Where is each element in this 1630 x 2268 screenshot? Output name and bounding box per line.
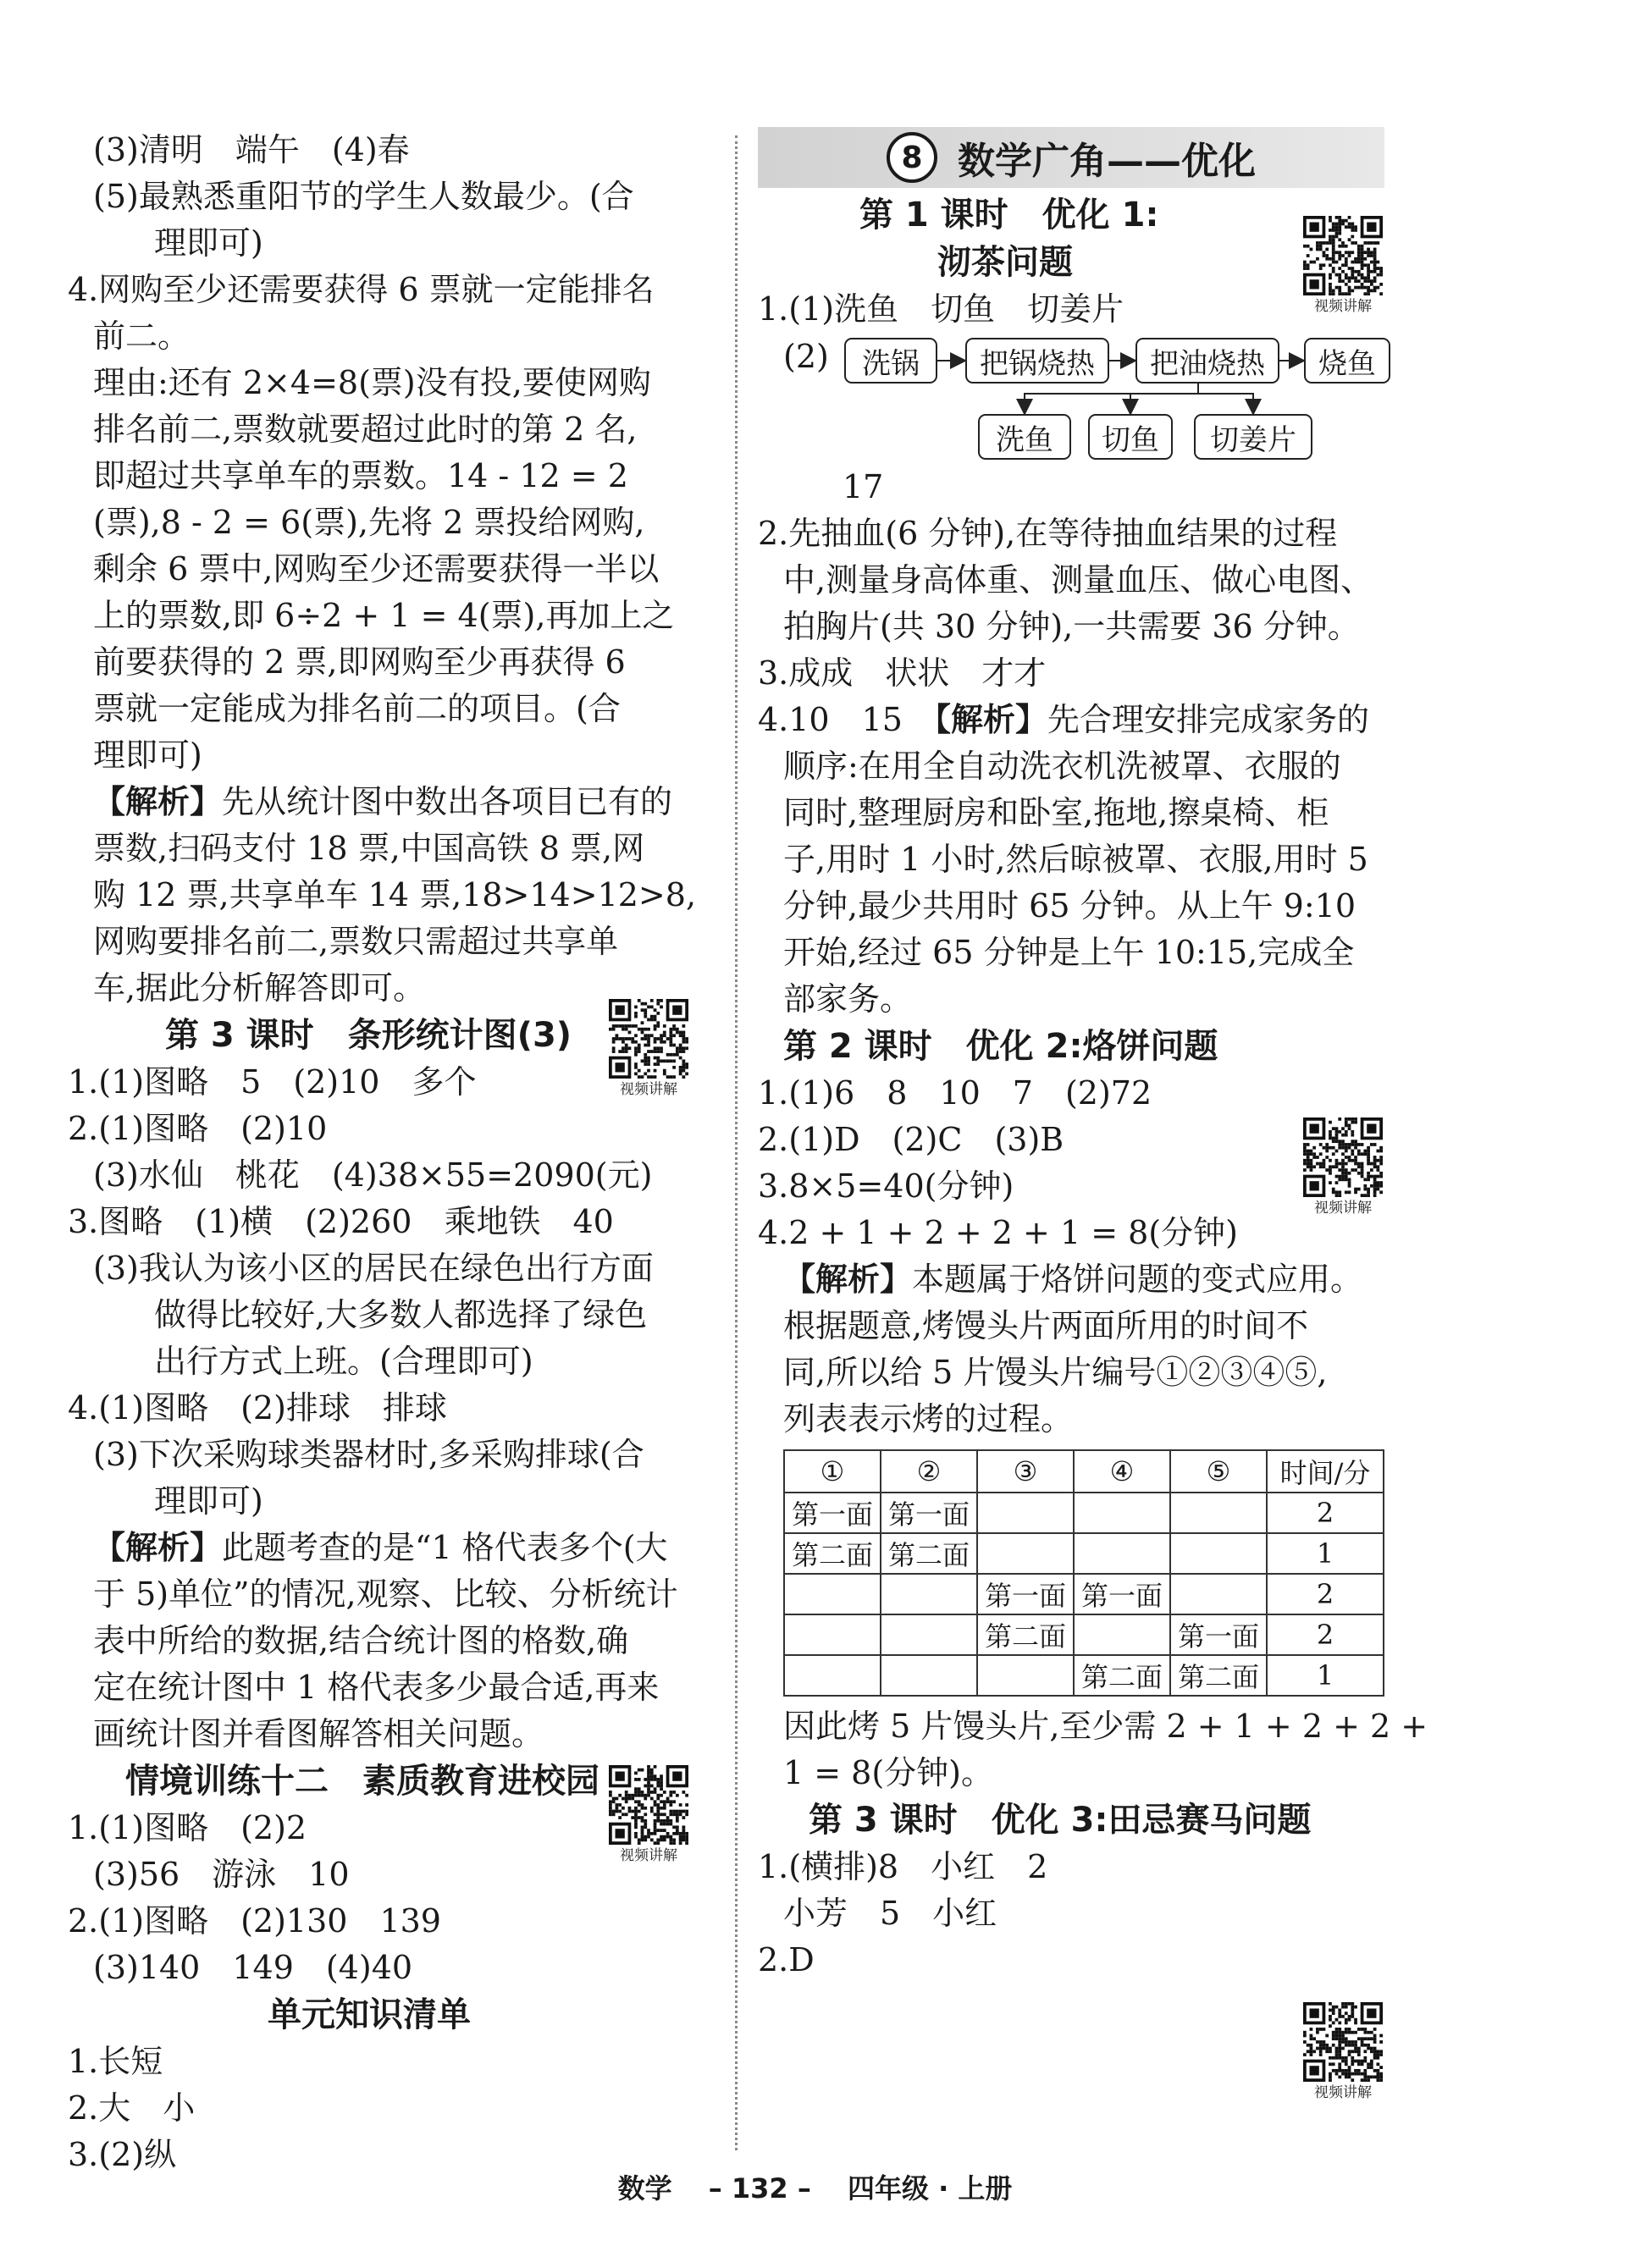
answer-line: 3.成成 状状 才才 — [758, 654, 1047, 692]
column-divider — [735, 135, 738, 2150]
answer-line: (5)最熟悉重阳节的学生人数最少。(合 — [93, 178, 634, 215]
page-footer — [0, 2167, 1630, 2206]
answer-line: 1.(1)6 8 10 7 (2)72 — [758, 1074, 1152, 1112]
answer-line: (3)140 149 (4)40 — [93, 1949, 413, 1986]
qr-code-icon — [609, 1765, 688, 1845]
table-row — [784, 1574, 1384, 1614]
reason-line: 理即可) — [93, 737, 202, 774]
answer-line: (3)水仙 桃花 (4)38×55=2090(元) — [93, 1156, 653, 1194]
qr-code[interactable] — [1297, 2002, 1389, 2102]
table-cell — [784, 1574, 881, 1614]
answer-line: 做得比较好,大多数人都选择了绿色 — [154, 1296, 648, 1333]
answer-line: (3)我认为该小区的居民在绿色出行方面 — [93, 1250, 654, 1287]
flow-step: 洗锅 — [844, 338, 937, 384]
table-cell — [784, 1655, 881, 1696]
answer-line: 小芳 5 小红 — [783, 1895, 997, 1932]
table-cell: 第二面 — [977, 1614, 1074, 1655]
table-cell: 第一面 — [977, 1574, 1074, 1614]
analysis-line — [68, 779, 707, 825]
answer-line: 4.网购至少还需要获得 6 票就一定能排名 — [68, 271, 655, 308]
analysis-tag: 【解析】 — [934, 701, 1047, 738]
analysis-line — [758, 697, 1393, 743]
table-cell: 第二面 — [881, 1533, 977, 1574]
answer-line: 1.(1)图略 5 (2)10 多个 — [68, 1063, 477, 1101]
qr-caption: 视频讲解 — [620, 1081, 677, 1098]
answer-line: 4.2 + 1 + 2 + 2 + 1 = 8(分钟) — [758, 1214, 1238, 1251]
fish-cooking-flowchart — [758, 333, 1393, 464]
table-header: 时间/分 — [1267, 1450, 1384, 1493]
table-header: ④ — [1074, 1450, 1170, 1493]
analysis-text: 先合理安排完成家务的 — [1047, 701, 1369, 738]
answer-line: 1.(横排)8 小红 2 — [758, 1848, 1048, 1885]
lesson-heading: 第 3 课时 条形统计图(3) — [165, 1016, 572, 1055]
answer-line: 2.先抽血(6 分钟),在等待抽血结果的过程 — [758, 515, 1338, 552]
reason-line: 剩余 6 票中,网购至少还需要获得一半以 — [93, 550, 660, 588]
answer-line: 3.(2)纵 — [68, 2136, 177, 2173]
reason-line: 票就一定能成为排名前二的项目。(合 — [93, 690, 621, 727]
table-row — [784, 1533, 1384, 1574]
qr-code[interactable] — [1297, 1117, 1389, 1217]
answer-line: 1 = 8(分钟)。 — [783, 1754, 994, 1791]
answer-line: 出行方式上班。(合理即可) — [154, 1343, 533, 1380]
table-cell: 2 — [1267, 1614, 1384, 1655]
answer-line: 4.(1)图略 (2)排球 排球 — [68, 1389, 447, 1426]
unit-banner — [758, 127, 1384, 188]
table-cell: 第一面 — [784, 1493, 881, 1533]
analysis-line: 购 12 票,共享单车 14 票,18>14>12>8, — [93, 876, 697, 913]
table-cell — [1170, 1533, 1267, 1574]
analysis-text: 先从统计图中数出各项目已有的 — [222, 783, 673, 820]
flow-step: 洗鱼 — [978, 414, 1071, 460]
table-cell — [1074, 1493, 1170, 1533]
answer-line: 17 — [843, 468, 884, 505]
flow-step: 烧鱼 — [1304, 338, 1390, 384]
answer-line: (3)清明 端午 (4)春 — [93, 131, 410, 168]
table-cell — [977, 1655, 1074, 1696]
left-column — [68, 127, 707, 2178]
table-header: ② — [881, 1450, 977, 1493]
qr-code-icon — [1303, 1117, 1383, 1197]
analysis-line: 顺序:在用全自动洗衣机洗被罩、衣服的 — [783, 748, 1341, 785]
flow-step: 切鱼 — [1088, 414, 1173, 460]
analysis-line: 表中所给的数据,结合统计图的格数,确 — [93, 1622, 629, 1659]
answer-line: 2.(1)图略 (2)10 — [68, 1110, 328, 1147]
answer-line: 2.(1)D (2)C (3)B — [758, 1121, 1064, 1158]
analysis-line: 开始,经过 65 分钟是上午 10:15,完成全 — [783, 934, 1355, 971]
reason-line: 前要获得的 2 票,即网购至少再获得 6 — [93, 643, 626, 681]
answer-line: 2.(1)图略 (2)130 139 — [68, 1902, 441, 1940]
unit-heading: 单元知识清单 — [268, 1995, 471, 2034]
qr-caption: 视频讲解 — [620, 1847, 677, 1864]
answer-line: 理即可) — [154, 1482, 263, 1520]
analysis-text: 此题考查的是“1 格代表多个(大 — [222, 1529, 668, 1566]
answer-line: 3.图略 (1)横 (2)260 乘地铁 40 — [68, 1203, 614, 1240]
qr-code[interactable] — [603, 999, 694, 1099]
table-cell — [784, 1614, 881, 1655]
reason-line: 上的票数,即 6÷2 + 1 = 4(票),再加上之 — [93, 597, 675, 634]
lesson-heading: 第 2 课时 优化 2:烙饼问题 — [783, 1027, 1218, 1066]
table-cell — [881, 1614, 977, 1655]
qr-code[interactable] — [1297, 216, 1389, 316]
analysis-line: 同,所以给 5 片馒头片编号①②③④⑤, — [783, 1354, 1328, 1391]
reason-line: 即超过共享单车的票数。14 - 12 = 2 — [93, 457, 628, 494]
qr-code-icon — [1303, 2002, 1383, 2082]
qr-code[interactable] — [603, 1765, 694, 1865]
table-row — [784, 1493, 1384, 1533]
table-cell: 第二面 — [1170, 1655, 1267, 1696]
answer-line: 2.D — [758, 1941, 815, 1978]
analysis-line: 根据题意,烤馒头片两面所用的时间不 — [783, 1307, 1309, 1344]
table-cell: 第二面 — [784, 1533, 881, 1574]
table-header-row — [784, 1450, 1384, 1493]
table-cell — [1074, 1614, 1170, 1655]
analysis-line: 票数,扫码支付 18 票,中国高铁 8 票,网 — [93, 830, 645, 867]
analysis-text: 本题属于烙饼问题的变式应用。 — [912, 1261, 1363, 1298]
table-cell: 第一面 — [881, 1493, 977, 1533]
table-cell — [977, 1493, 1074, 1533]
unit-number-badge: 8 — [887, 132, 937, 183]
qr-code-icon — [1303, 216, 1383, 295]
right-column — [758, 127, 1428, 1984]
qr-code-icon — [609, 999, 688, 1079]
analysis-line: 同时,整理厨房和卧室,拖地,擦桌椅、柜 — [783, 794, 1329, 831]
table-header: ⑤ — [1170, 1450, 1267, 1493]
answer-line: 1.长短 — [68, 2043, 163, 2080]
qr-caption: 视频讲解 — [1314, 2084, 1372, 2101]
answer-line: 1.(1)图略 (2)2 — [68, 1809, 307, 1846]
table-cell: 2 — [1267, 1574, 1384, 1614]
answer-line: 拍胸片(共 30 分钟),一共需要 36 分钟。 — [783, 608, 1360, 645]
table-row — [784, 1655, 1384, 1696]
analysis-line — [758, 1256, 1393, 1303]
table-cell — [1170, 1493, 1267, 1533]
reason-line: 排名前二,票数就要超过此时的第 2 名, — [93, 411, 638, 448]
analysis-line: 车,据此分析解答即可。 — [93, 969, 426, 1007]
answer-line: 1.(1)洗鱼 切鱼 切姜片 — [758, 290, 1124, 328]
table-cell: 1 — [1267, 1655, 1384, 1696]
unit-title: 数学广角——优化 — [958, 140, 1256, 183]
table-row — [784, 1614, 1384, 1655]
answer-line: 中,测量身高体重、测量血压、做心电图、 — [783, 561, 1373, 599]
table-cell: 2 — [1267, 1493, 1384, 1533]
table-cell — [881, 1655, 977, 1696]
analysis-line: 列表表示烤的过程。 — [783, 1400, 1074, 1438]
analysis-line: 画统计图并看图解答相关问题。 — [93, 1715, 544, 1752]
answer-text: 4.10 15 — [758, 701, 935, 738]
flow-label: (2) — [783, 338, 829, 375]
table-cell: 第一面 — [1170, 1614, 1267, 1655]
table-cell — [881, 1574, 977, 1614]
answer-line: 前二。 — [93, 317, 191, 355]
analysis-tag: 【解析】 — [93, 783, 223, 820]
qr-caption: 视频讲解 — [1314, 1200, 1372, 1217]
table-cell — [1170, 1574, 1267, 1614]
table-cell — [1074, 1533, 1170, 1574]
table-header: ① — [784, 1450, 881, 1493]
analysis-line: 分钟,最少共用时 65 分钟。从上午 9:10 — [783, 887, 1356, 924]
analysis-tag: 【解析】 — [93, 1529, 223, 1566]
page-number: – 132 – — [708, 2172, 811, 2205]
table-cell: 第一面 — [1074, 1574, 1170, 1614]
flow-step: 把油烧热 — [1135, 338, 1279, 384]
table-cell: 第二面 — [1074, 1655, 1170, 1696]
lesson-heading: 第 3 课时 优化 3:田忌赛马问题 — [809, 1801, 1312, 1840]
lesson-heading: 沏茶问题 — [937, 243, 1073, 282]
analysis-tag: 【解析】 — [783, 1261, 913, 1298]
training-heading: 情境训练十二 素质教育进校园 — [125, 1762, 600, 1801]
lesson-heading: 第 1 课时 优化 1: — [859, 196, 1159, 235]
analysis-line: 定在统计图中 1 格代表多少最合适,再来 — [93, 1669, 660, 1706]
footer-subject: 数学 — [617, 2172, 672, 2205]
flow-arrows — [758, 333, 1393, 464]
qr-caption: 视频讲解 — [1314, 298, 1372, 315]
footer-grade: 四年级 · 上册 — [847, 2172, 1013, 2205]
analysis-line: 于 5)单位”的情况,观察、比较、分析统计 — [93, 1575, 678, 1613]
answer-line: 3.8×5=40(分钟) — [758, 1167, 1014, 1205]
analysis-line: 部家务。 — [783, 980, 913, 1018]
analysis-line: 子,用时 1 小时,然后晾被罩、衣服,用时 5 — [783, 841, 1368, 878]
analysis-line — [68, 1525, 707, 1571]
answer-line: 2.大 小 — [68, 2089, 196, 2127]
answer-line: 理即可) — [154, 224, 263, 262]
reason-line: (票),8 - 2 = 6(票),先将 2 票投给网购, — [93, 504, 645, 541]
flow-step: 切姜片 — [1194, 414, 1312, 460]
baking-table — [783, 1449, 1384, 1697]
table-cell: 1 — [1267, 1533, 1384, 1574]
table-cell — [977, 1533, 1074, 1574]
answer-line: (3)56 游泳 10 — [93, 1856, 350, 1893]
table-header: ③ — [977, 1450, 1074, 1493]
answer-line: 因此烤 5 片馒头片,至少需 2 + 1 + 2 + 2 + — [783, 1708, 1428, 1745]
flow-step: 把锅烧热 — [965, 338, 1109, 384]
analysis-line: 网购要排名前二,票数只需超过共享单 — [93, 923, 619, 960]
answer-line: (3)下次采购球类器材时,多采购排球(合 — [93, 1436, 644, 1473]
reason-line: 理由:还有 2×4=8(票)没有投,要使网购 — [93, 364, 651, 401]
